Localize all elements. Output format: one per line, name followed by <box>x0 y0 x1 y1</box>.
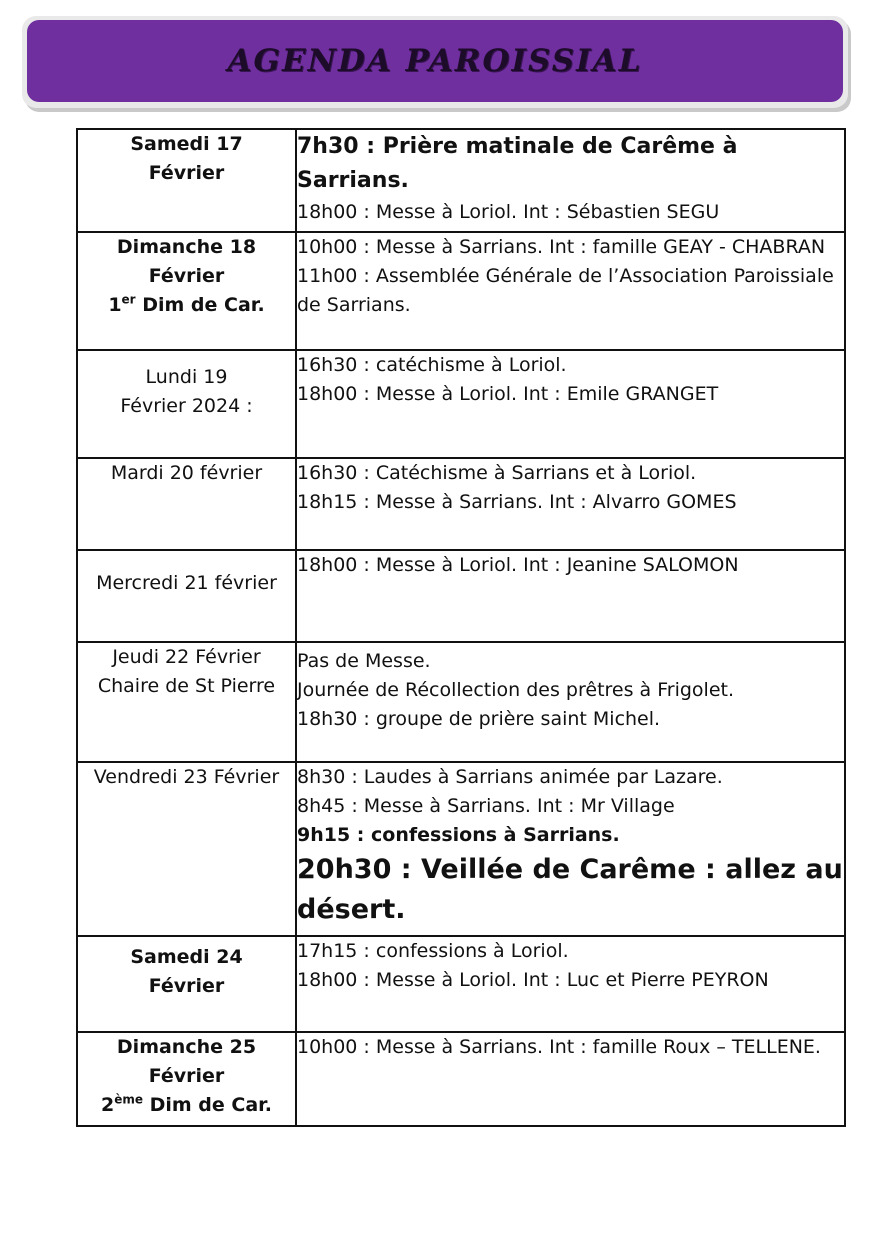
event-item: 9h15 : confessions à Sarrians. <box>297 824 620 846</box>
event-item: 18h00 : Messe à Loriol. Int : Emile GRANGET <box>297 383 719 405</box>
day-label: Vendredi 23 Février <box>93 766 280 788</box>
event-item: 18h30 : groupe de prière saint Michel. <box>297 708 661 730</box>
event-item: 20h30 : Veillée de Carême : allez au désert. <box>297 854 843 925</box>
day-label: Lundi 19 <box>145 366 228 388</box>
agenda-row-samedi-17 <box>77 129 845 232</box>
events-cell <box>296 232 845 350</box>
event-item: 18h15 : Messe à Sarrians. Int : Alvarro GOMES <box>297 491 737 513</box>
event-item: 8h30 : Laudes à Sarrians animée par Lazare. <box>297 766 723 788</box>
day-label: Jeudi 22 Février <box>112 646 261 668</box>
day-label: 2ème Dim de Car. <box>100 1092 273 1116</box>
day-cell <box>77 232 296 350</box>
page-title: AGENDA PAROISSIAL <box>227 43 643 79</box>
event-item: 18h00 : Messe à Loriol. Int : Jeanine SALOMON <box>297 554 739 576</box>
event-item: 10h00 : Messe à Sarrians. Int : famille Roux – TELLENE. <box>297 1036 821 1058</box>
title-banner-fill <box>27 20 843 102</box>
event-item: 10h00 : Messe à Sarrians. Int : famille GEAY - CHABRAN <box>297 236 826 258</box>
day-label: Février <box>148 265 225 287</box>
events-cell <box>296 642 845 762</box>
title-banner <box>22 16 848 108</box>
day-label: Février 2024 : <box>120 395 253 417</box>
day-cell <box>77 550 296 642</box>
day-cell <box>77 458 296 550</box>
agenda-row-mardi-20 <box>77 458 845 550</box>
agenda-row-dimanche-25 <box>77 1032 845 1126</box>
events-cell <box>296 129 845 232</box>
events-cell <box>296 458 845 550</box>
event-item: 16h30 : Catéchisme à Sarrians et à Loriol. <box>297 462 697 484</box>
events-cell <box>296 936 845 1032</box>
agenda-row-lundi-19 <box>77 350 845 458</box>
agenda-row-jeudi-22 <box>77 642 845 762</box>
day-cell <box>77 350 296 458</box>
event-item: 16h30 : catéchisme à Loriol. <box>297 354 567 376</box>
day-label: Février <box>148 162 225 184</box>
day-label: Chaire de St Pierre <box>97 675 276 697</box>
event-item: 18h00 : Messe à Loriol. Int : Luc et Pierre PEYRON <box>297 969 769 991</box>
agenda-table <box>76 128 846 1127</box>
day-cell <box>77 762 296 936</box>
event-item: 8h45 : Messe à Sarrians. Int : Mr Village <box>297 795 675 817</box>
agenda-row-dimanche-18 <box>77 232 845 350</box>
event-item: Journée de Récollection des prêtres à Frigolet. <box>297 679 734 701</box>
events-cell <box>296 762 845 936</box>
day-label: Samedi 24 <box>130 946 243 968</box>
events-cell <box>296 1032 845 1126</box>
event-item: Pas de Messe. <box>297 650 431 672</box>
day-label: Dimanche 18 <box>116 236 257 258</box>
agenda-row-mercredi-21 <box>77 550 845 642</box>
day-label: 1er Dim de Car. <box>108 292 265 316</box>
agenda-row-vendredi-23 <box>77 762 845 936</box>
day-cell <box>77 129 296 232</box>
event-item: 18h00 : Messe à Loriol. Int : Sébastien SEGU <box>297 201 720 223</box>
day-cell <box>77 642 296 762</box>
day-label: Dimanche 25 <box>116 1036 257 1058</box>
agenda-row-samedi-24 <box>77 936 845 1032</box>
event-item: 11h00 : Assemblée Générale de l’Association Paroissiale de Sarrians. <box>297 265 834 316</box>
event-item: 7h30 : Prière matinale de Carême à Sarrians. <box>297 134 738 193</box>
day-label: Samedi 17 <box>130 133 243 155</box>
events-cell <box>296 550 845 642</box>
day-label: Mardi 20 février <box>110 462 263 484</box>
day-label: Février <box>148 975 225 997</box>
day-label: Mercredi 21 février <box>96 572 277 594</box>
day-cell <box>77 936 296 1032</box>
day-label: Février <box>148 1065 225 1087</box>
event-item: 17h15 : confessions à Loriol. <box>297 940 569 962</box>
day-cell <box>77 1032 296 1126</box>
events-cell <box>296 350 845 458</box>
